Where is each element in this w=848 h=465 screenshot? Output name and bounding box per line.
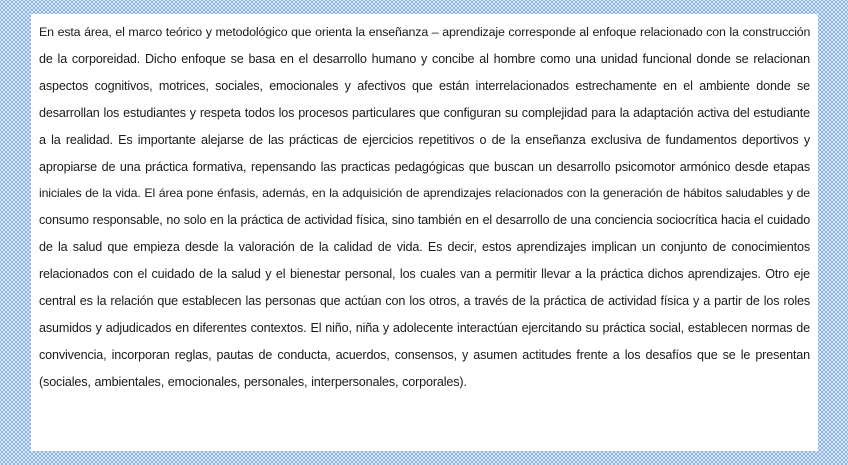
paragraph-line: apropiarse de una práctica formativa, repensando las practicas pedagógicas que buscan un desarrollo psicomotor armónico desde etapas: [39, 159, 810, 174]
paragraph-line: consumo responsable, no solo en la práctica de actividad física, sino también en el desarrollo de una conciencia sociocrítica hacia el cuidado: [39, 213, 811, 228]
paragraph-line: convivencia, incorporan reglas, pautas de conducta, acuerdos, consensos, y asumen actitudes frente a los desafíos que se le presentan: [39, 347, 810, 362]
paragraph-line: iniciales de la vida. El área pone énfasis, además, en la adquisición de aprendizajes relacionados con la generación de hábitos saludables y de: [39, 186, 810, 201]
paragraph-line: aspectos cognitivos, motrices, sociales, emocionales y afectivos que están interrelacionados estrechamente en el ambiente donde se: [39, 78, 810, 93]
paragraph-line: a la realidad. Es importante alejarse de las prácticas de ejercicios repetitivos o de la enseñanza exclusiva de fundamentos deportivos y: [39, 132, 810, 147]
paragraph-line: (sociales, ambientales, emocionales, personales, interpersonales, corporales).: [39, 374, 467, 389]
paragraph-line: de la salud que empieza desde la valoración de la calidad de vida. Es decir, estos aprendizajes implican un conjunto de conocimientos: [39, 240, 810, 255]
paragraph-line: central es la relación que establecen las personas que actúan con los otros, a través de la práctica de actividad física y a partir de los roles: [39, 294, 810, 309]
paragraph-line: de la corporeidad. Dicho enfoque se basa en el desarrollo humano y concibe al hombre como una unidad funcional donde se relacionan: [39, 51, 810, 66]
paragraph-line: relacionados con el cuidado de la salud y el bienestar personal, los cuales van a permitir llevar a la práctica dichos aprendizajes. Otro eje: [39, 267, 810, 282]
body-paragraph: [39, 19, 810, 396]
paragraph-line: desarrollan los estudiantes y respeta todos los procesos particulares que configuran su complejidad para la adaptación activa del estudiante: [39, 105, 810, 120]
paragraph-line: En esta área, el marco teórico y metodológico que orienta la enseñanza – aprendizaje corresponde al enfoque relacionado con la construcción: [39, 25, 811, 39]
paragraph-line: asumidos y adjudicados en diferentes contextos. El niño, niña y adolecente interactúan ejercitando su práctica social, establecen normas de: [39, 320, 810, 335]
text-panel: [31, 14, 818, 451]
